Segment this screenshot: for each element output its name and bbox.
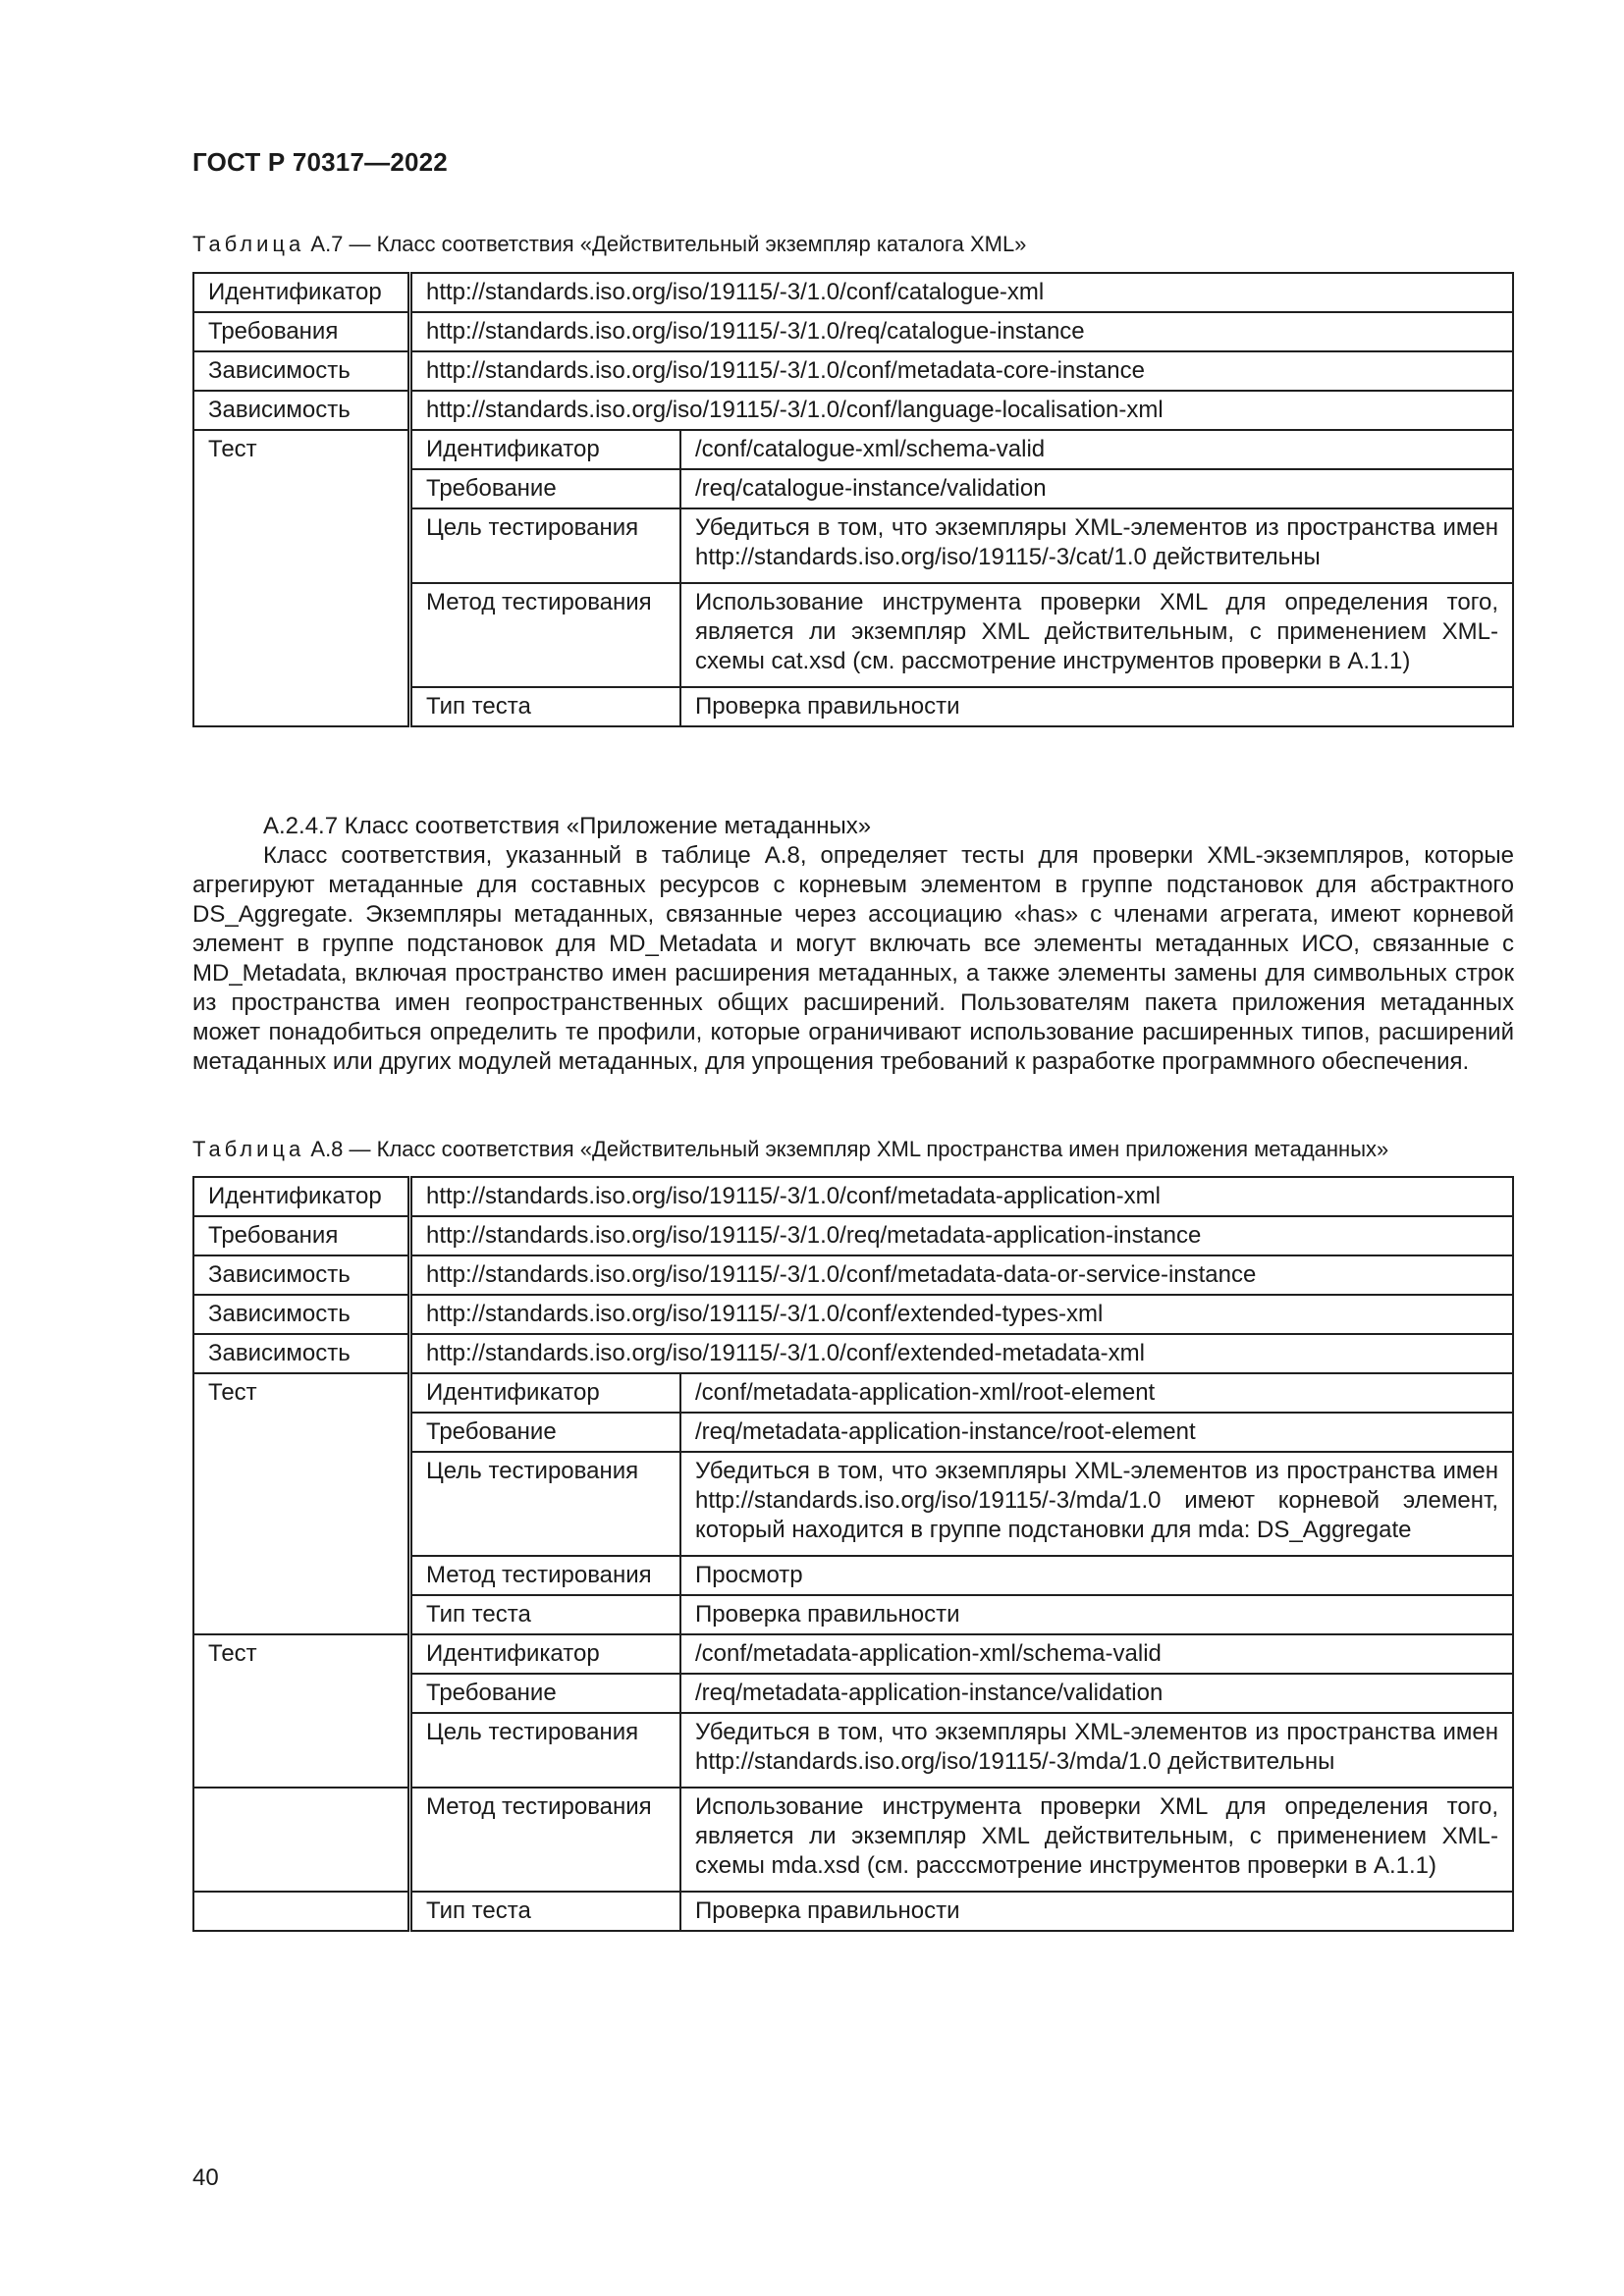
table-row — [193, 430, 1513, 469]
table-a8 — [192, 1176, 1514, 1932]
table-a7-caption-label: Таблица — [192, 232, 305, 256]
table-row — [193, 1334, 1513, 1373]
table-row — [193, 1788, 1513, 1892]
table-row — [193, 1295, 1513, 1334]
test-item-value: Проверка правильности — [680, 687, 1513, 726]
table-cell-label: Зависимость — [193, 391, 410, 430]
test-item-label: Цель тестирования — [410, 1713, 681, 1788]
table-cell-value: http://standards.iso.org/iso/19115/-3/1.0/conf/extended-types-xml — [410, 1295, 1514, 1334]
table-cell-value: http://standards.iso.org/iso/19115/-3/1.0/conf/language-localisation-xml — [410, 391, 1514, 430]
table-cell-value: http://standards.iso.org/iso/19115/-3/1.0/conf/metadata-core-instance — [410, 351, 1514, 391]
test-item-value: Проверка правильности — [680, 1892, 1513, 1931]
table-row — [193, 1177, 1513, 1216]
table-cell-label: Идентификатор — [193, 1177, 410, 1216]
table-row — [193, 1892, 1513, 1931]
test-item-label: Цель тестирования — [410, 1452, 681, 1556]
empty-cell — [193, 1788, 410, 1892]
table-cell-value: http://standards.iso.org/iso/19115/-3/1.0/req/metadata-application-instance — [410, 1216, 1514, 1255]
test-item-value: Просмотр — [680, 1556, 1513, 1595]
table-a7 — [192, 272, 1514, 727]
section-paragraph: Класс соответствия, указанный в таблице А.8, определяет тесты для проверки XML-экземпляров, которые агрегируют метаданные для составных ресурсов с корневым элементом в группе подстановок для абстрактного DS_Aggregate. Экземпляры метаданных, связанные через ассоциацию «has» с членами агрегата, имеют корневой элемент в группе подстановок для MD_Metadata и могут включать все элементы метаданных ИСО, связанные с MD_Metadata, включая пространство имен расширения метаданных, а также элементы замены для символьных строк из пространства имен геопространственных общих расширений. Пользователям пакета приложения метаданных может понадобиться определить те профили, которые ограничивают использование расширенных типов, расширений метаданных или других модулей метаданных, для упрощения требований к разработке программного обеспечения. — [192, 842, 1514, 1075]
table-a8-caption-text: А.8 — Класс соответствия «Действительный экземпляр XML пространства имен приложения метаданных» — [310, 1137, 1389, 1161]
test-item-value: Убедиться в том, что экземпляры XML-элементов из пространства имен http://standards.iso.org/iso/19115/-3/mda/1.0 действительны — [680, 1713, 1513, 1788]
table-row — [193, 312, 1513, 351]
empty-cell — [193, 1892, 410, 1931]
table-row — [193, 1216, 1513, 1255]
test-item-value: Убедиться в том, что экземпляры XML-элементов из пространства имен http://standards.iso.org/iso/19115/-3/mda/1.0 имеют корневой элемент, который находится в группе подстановки для mda: DS_Aggregate — [680, 1452, 1513, 1556]
test-item-label: Метод тестирования — [410, 583, 681, 687]
test-item-label: Цель тестирования — [410, 508, 681, 583]
test-item-value: /req/metadata-application-instance/validation — [680, 1674, 1513, 1713]
test-label-cell: Тест — [193, 430, 410, 726]
test-item-value: Использование инструмента проверки XML для определения того, является ли экземпляр XML действительным, с применением XML-схемы cat.xsd (см. рассмотрение инструментов проверки в А.1.1) — [680, 583, 1513, 687]
table-a7-caption — [192, 232, 1026, 257]
test-item-label: Тип теста — [410, 1892, 681, 1931]
test-item-value: /req/metadata-application-instance/root-element — [680, 1413, 1513, 1452]
table-cell-value: http://standards.iso.org/iso/19115/-3/1.0/conf/metadata-data-or-service-instance — [410, 1255, 1514, 1295]
table-a8-caption — [192, 1137, 1388, 1162]
table-cell-label: Требования — [193, 1216, 410, 1255]
test-item-label: Требование — [410, 1674, 681, 1713]
table-cell-value: http://standards.iso.org/iso/19115/-3/1.0/conf/extended-metadata-xml — [410, 1334, 1514, 1373]
test-item-value: /conf/metadata-application-xml/root-element — [680, 1373, 1513, 1413]
table-row — [193, 1373, 1513, 1413]
test-item-label: Тип теста — [410, 687, 681, 726]
table-a7-caption-text: А.7 — Класс соответствия «Действительный экземпляр каталога XML» — [310, 232, 1027, 256]
test-item-label: Метод тестирования — [410, 1788, 681, 1892]
table-row — [193, 273, 1513, 312]
test-item-label: Идентификатор — [410, 430, 681, 469]
table-row — [193, 351, 1513, 391]
table-cell-label: Идентификатор — [193, 273, 410, 312]
test-item-label: Идентификатор — [410, 1634, 681, 1674]
table-cell-value: http://standards.iso.org/iso/19115/-3/1.0/conf/catalogue-xml — [410, 273, 1514, 312]
test-item-label: Идентификатор — [410, 1373, 681, 1413]
test-item-label: Метод тестирования — [410, 1556, 681, 1595]
test-item-label: Тип теста — [410, 1595, 681, 1634]
table-cell-label: Зависимость — [193, 1255, 410, 1295]
table-cell-label: Зависимость — [193, 351, 410, 391]
table-cell-value: http://standards.iso.org/iso/19115/-3/1.0/req/catalogue-instance — [410, 312, 1514, 351]
test-item-value: Использование инструмента проверки XML для определения того, является ли экземпляр XML действительным, с применением XML-схемы mda.xsd (см. расссмотрение инструментов проверки в А.1.1) — [680, 1788, 1513, 1892]
page-number: 40 — [192, 2164, 219, 2191]
table-row — [193, 1634, 1513, 1674]
test-item-value: /conf/catalogue-xml/schema-valid — [680, 430, 1513, 469]
test-label-cell: Тест — [193, 1634, 410, 1788]
document-header: ГОСТ Р 70317—2022 — [192, 147, 448, 177]
table-cell-value: http://standards.iso.org/iso/19115/-3/1.0/conf/metadata-application-xml — [410, 1177, 1514, 1216]
table-cell-label: Зависимость — [193, 1295, 410, 1334]
table-a8-caption-label: Таблица — [192, 1137, 305, 1161]
test-item-label: Требование — [410, 469, 681, 508]
section-a247 — [192, 812, 1514, 1077]
test-item-value: Проверка правильности — [680, 1595, 1513, 1634]
test-item-value: /conf/metadata-application-xml/schema-valid — [680, 1634, 1513, 1674]
section-heading: А.2.4.7 Класс соответствия «Приложение метаданных» — [263, 813, 872, 839]
table-cell-label: Зависимость — [193, 1334, 410, 1373]
table-row — [193, 1255, 1513, 1295]
test-label-cell: Тест — [193, 1373, 410, 1634]
test-item-value: Убедиться в том, что экземпляры XML-элементов из пространства имен http://standards.iso.org/iso/19115/-3/cat/1.0 действительны — [680, 508, 1513, 583]
table-row — [193, 391, 1513, 430]
test-item-value: /req/catalogue-instance/validation — [680, 469, 1513, 508]
table-cell-label: Требования — [193, 312, 410, 351]
test-item-label: Требование — [410, 1413, 681, 1452]
